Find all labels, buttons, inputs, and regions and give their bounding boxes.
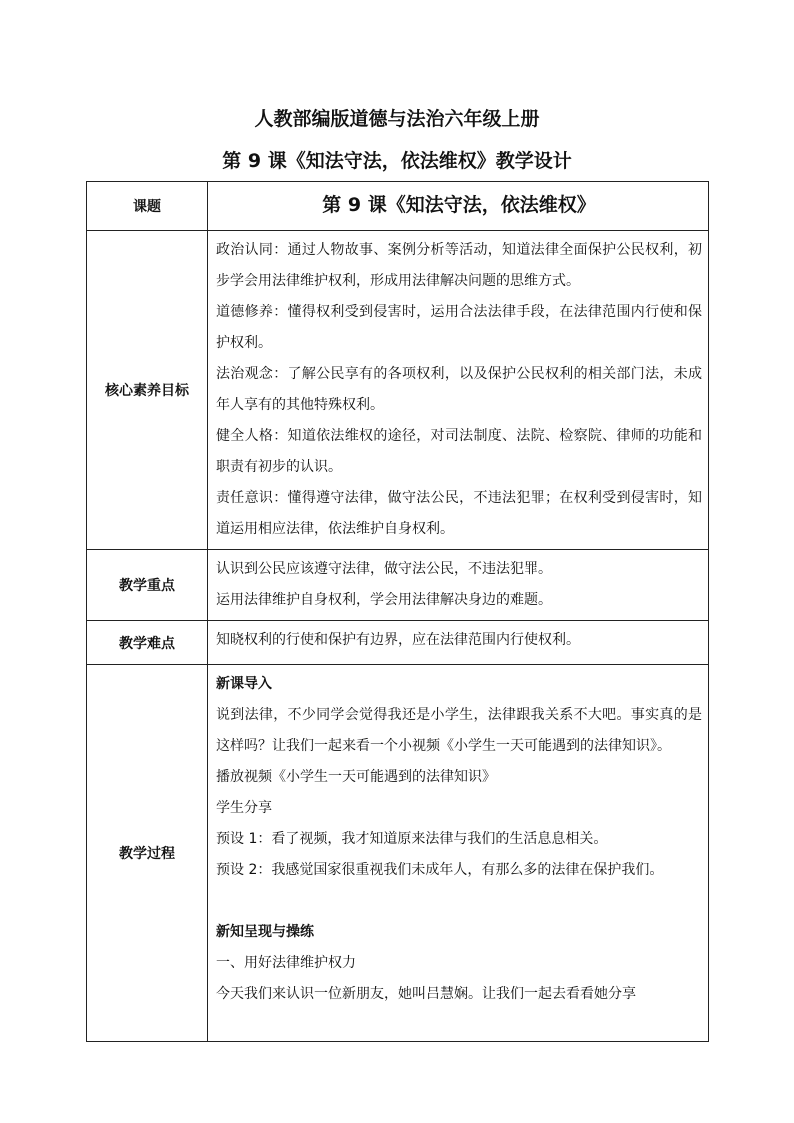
difficulty-1: 知晓权利的行使和保护有边界，应在法律范围内行使权利。 — [216, 632, 580, 648]
section-1-text: 今天我们来认识一位新朋友，她叫吕慧娴。让我们一起去看看她分享 — [216, 986, 636, 1002]
topic-label: 课题 — [87, 182, 208, 231]
lesson-plan-table — [86, 181, 709, 1042]
table-row-difficulties — [87, 621, 709, 665]
topic-value-cell — [208, 182, 709, 231]
goal-legal: 法治观念：了解公民享有的各项权利，以及保护公民权利的相关部门法，未成年人享有的其他特殊权利。 — [216, 366, 702, 413]
preset-2: 预设 2：我感觉国家很重视我们未成年人，有那么多的法律在保护我们。 — [216, 862, 664, 878]
share-line: 学生分享 — [216, 800, 272, 816]
goals-cell — [208, 231, 709, 550]
goal-responsibility: 责任意识：懂得遵守法律，做守法公民，不违法犯罪；在权利受到侵害时，知道运用相应法律，依法维护自身权利。 — [216, 490, 702, 537]
key-point-2: 运用法律维护自身权利，学会用法律解决身边的难题。 — [216, 592, 552, 608]
blank-line — [216, 886, 702, 917]
process-cell — [208, 665, 709, 1042]
video-line: 播放视频《小学生一天可能遇到的法律知识》 — [216, 769, 496, 785]
section-1-heading: 一、用好法律维护权力 — [216, 955, 356, 971]
difficulties-label: 教学难点 — [87, 621, 208, 665]
difficulties-cell — [208, 621, 709, 665]
goal-personality: 健全人格：知道依法维权的途径，对司法制度、法院、检察院、律师的功能和职责有初步的认识。 — [216, 428, 702, 475]
goal-political: 政治认同：通过人物故事、案例分析等活动，知道法律全面保护公民权利，初步学会用法律维护权利，形成用法律解决问题的思维方式。 — [216, 242, 702, 289]
intro-text: 说到法律，不少同学会觉得我还是小学生，法律跟我关系不大吧。事实真的是这样吗？让我们一起来看一个小视频《小学生一天可能遇到的法律知识》。 — [216, 707, 702, 754]
document-title: 人教部编版道德与法治六年级上册 — [254, 108, 540, 130]
key-points-label: 教学重点 — [87, 550, 208, 621]
intro-heading: 新课导入 — [216, 676, 272, 692]
lesson-title: 第 9 课《知法守法，依法维权》 — [322, 194, 596, 216]
goals-label: 核心素养目标 — [87, 231, 208, 550]
key-point-1: 认识到公民应该遵守法律，做守法公民，不违法犯罪。 — [216, 561, 552, 577]
preset-1: 预设 1：看了视频，我才知道原来法律与我们的生活息息相关。 — [216, 831, 608, 847]
table-row-key-points — [87, 550, 709, 621]
document-subtitle: 第 9 课《知法守法，依法维权》教学设计 — [222, 150, 572, 172]
table-row-topic — [87, 182, 709, 231]
goal-moral: 道德修养：懂得权利受到侵害时，运用合法法律手段，在法律范围内行使和保护权利。 — [216, 304, 702, 351]
table-row-goals — [87, 231, 709, 550]
key-points-cell — [208, 550, 709, 621]
process-label: 教学过程 — [87, 665, 208, 1042]
table-row-process — [87, 665, 709, 1042]
new-knowledge-heading: 新知呈现与操练 — [216, 924, 314, 940]
